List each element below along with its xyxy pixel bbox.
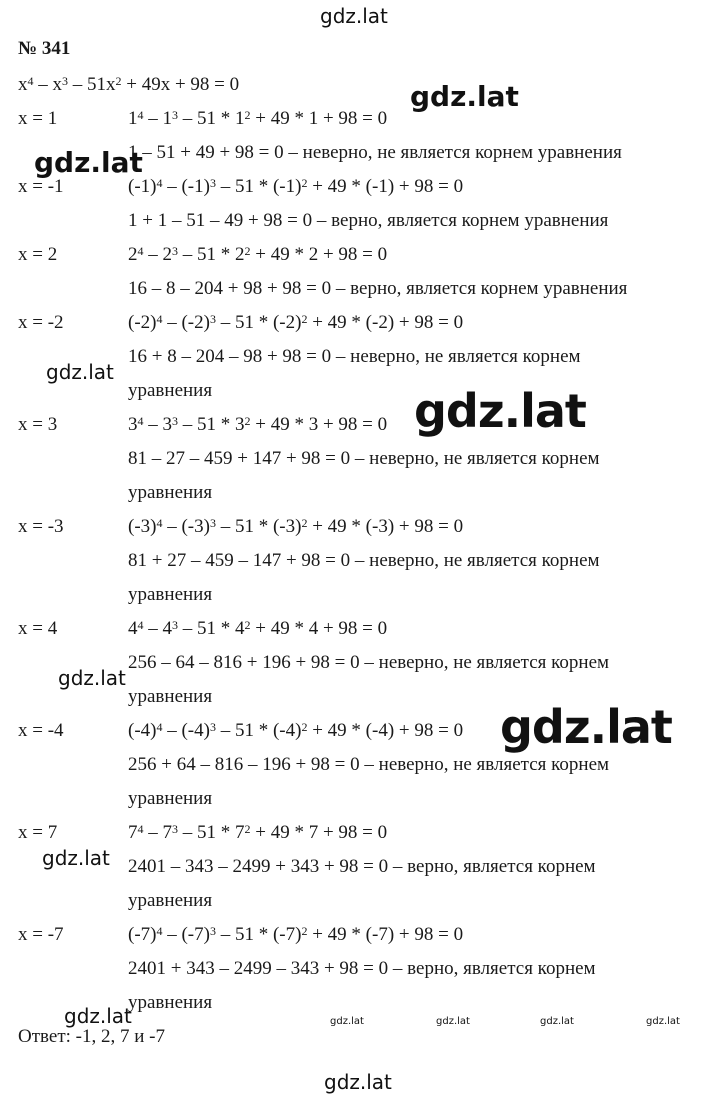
watermark: gdz.lat: [42, 846, 110, 870]
substitution-line: $3^4 - 3^3 - 51 * 3^2 + 49 * 3 + 98 = 0$: [128, 414, 388, 435]
substitution-line: $(-7)^4 - (-7)^3 - 51 * (-7)^2 + 49 * (-7) + 98 = 0$: [128, 924, 464, 945]
check-line: 256 – 64 – 816 + 196 + 98 = 0 – неверно, не является корнем: [128, 652, 610, 673]
watermark: gdz.lat: [414, 384, 586, 438]
watermark-small: gdz.lat: [330, 1016, 364, 1027]
check-line-continued: уравнения: [128, 890, 213, 911]
substitution-line: $(-1)^4 - (-1)^3 - 51 * (-1)^2 + 49 * (-1) + 98 = 0$: [128, 176, 464, 197]
problem-number: № 341: [18, 38, 71, 59]
check-line: 16 – 8 – 204 + 98 + 98 = 0 – верно, является корнем уравнения: [128, 278, 628, 299]
watermark-bottom: gdz.lat: [324, 1070, 392, 1094]
check-line: 16 + 8 – 204 – 98 + 98 = 0 – неверно, не является корнем: [128, 346, 581, 367]
watermark: gdz.lat: [410, 80, 519, 113]
row-label: x = 2: [18, 244, 58, 265]
substitution-line: $(-2)^4 - (-2)^3 - 51 * (-2)^2 + 49 * (-2) + 98 = 0$: [128, 312, 464, 333]
substitution-line: $1^4 - 1^3 - 51 * 1^2 + 49 * 1 + 98 = 0$: [128, 108, 388, 129]
watermark-small: gdz.lat: [646, 1016, 680, 1027]
check-line-continued: уравнения: [128, 584, 213, 605]
watermark: gdz.lat: [34, 146, 143, 179]
check-line: 2401 – 343 – 2499 + 343 + 98 = 0 – верно, является корнем: [128, 856, 596, 877]
row-label: x = -4: [18, 720, 64, 741]
row-label: x = 3: [18, 414, 58, 435]
check-line: 1 + 1 – 51 – 49 + 98 = 0 – верно, является корнем уравнения: [128, 210, 609, 231]
substitution-line: $4^4 - 4^3 - 51 * 4^2 + 49 * 4 + 98 = 0$: [128, 618, 388, 639]
watermark-small: gdz.lat: [436, 1016, 470, 1027]
check-line-continued: уравнения: [128, 482, 213, 503]
check-line: 81 – 27 – 459 + 147 + 98 = 0 – неверно, не является корнем: [128, 448, 600, 469]
row-label: x = 1: [18, 108, 58, 129]
watermark-small: gdz.lat: [540, 1016, 574, 1027]
substitution-line: $2^4 - 2^3 - 51 * 2^2 + 49 * 2 + 98 = 0$: [128, 244, 388, 265]
row-label: x = -2: [18, 312, 64, 333]
check-line: 81 + 27 – 459 – 147 + 98 = 0 – неверно, не является корнем: [128, 550, 600, 571]
substitution-line: $7^4 - 7^3 - 51 * 7^2 + 49 * 7 + 98 = 0$: [128, 822, 388, 843]
check-line-continued: уравнения: [128, 992, 213, 1013]
check-line-continued: уравнения: [128, 686, 213, 707]
watermark: gdz.lat: [46, 360, 114, 384]
substitution-line: $(-4)^4 - (-4)^3 - 51 * (-4)^2 + 49 * (-4) + 98 = 0$: [128, 720, 464, 741]
watermark: gdz.lat: [58, 666, 126, 690]
watermark: gdz.lat: [64, 1004, 132, 1028]
row-label: x = -1: [18, 176, 64, 197]
watermark: gdz.lat: [500, 700, 672, 754]
check-line: 2401 + 343 – 2499 – 343 + 98 = 0 – верно, является корнем: [128, 958, 596, 979]
row-label: x = 7: [18, 822, 58, 843]
row-label: x = -7: [18, 924, 64, 945]
row-label: x = 4: [18, 618, 58, 639]
check-line: 256 + 64 – 816 – 196 + 98 = 0 – неверно, не является корнем: [128, 754, 610, 775]
main-equation: $x^4 - x^3 - 51x^2 + 49x + 98 = 0$: [18, 74, 240, 95]
answer-line: Ответ: -1, 2, 7 и -7: [18, 1026, 165, 1047]
substitution-line: $(-3)^4 - (-3)^3 - 51 * (-3)^2 + 49 * (-3) + 98 = 0$: [128, 516, 464, 537]
check-line-continued: уравнения: [128, 380, 213, 401]
check-line-continued: уравнения: [128, 788, 213, 809]
check-line: 1 – 51 + 49 + 98 = 0 – неверно, не является корнем уравнения: [128, 142, 622, 163]
row-label: x = -3: [18, 516, 64, 537]
watermark-top: gdz.lat: [320, 4, 388, 28]
